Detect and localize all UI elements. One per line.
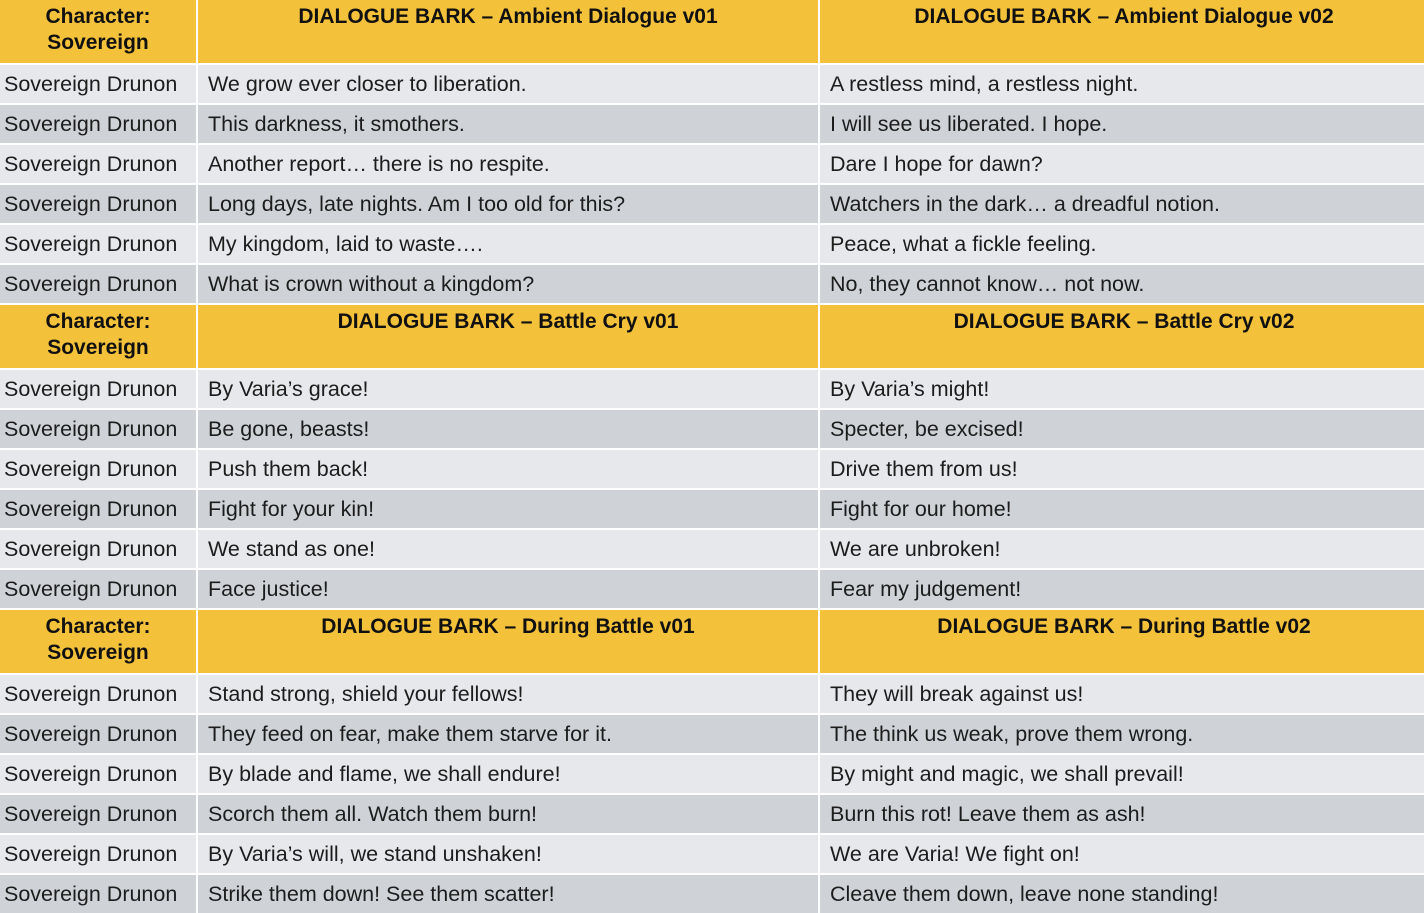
header-character (0, 0, 196, 63)
line-v01-cell: Push them back! (198, 450, 818, 488)
line-v01-cell: What is crown without a kingdom? (198, 265, 818, 303)
character-cell: Sovereign Drunon (0, 225, 196, 263)
character-cell: Sovereign Drunon (0, 265, 196, 303)
character-cell: Sovereign Drunon (0, 835, 196, 873)
line-v02-cell: The think us weak, prove them wrong. (820, 715, 1424, 753)
header-character-line2: Sovereign (47, 31, 149, 54)
line-v01-cell: We stand as one! (198, 530, 818, 568)
line-v02-cell: We are unbroken! (820, 530, 1424, 568)
header-character-line2: Sovereign (47, 336, 149, 359)
line-v02-cell: Specter, be excised! (820, 410, 1424, 448)
header-v02: DIALOGUE BARK – During Battle v02 (820, 610, 1424, 673)
character-cell: Sovereign Drunon (0, 675, 196, 713)
header-character (0, 610, 196, 673)
line-v02-cell: Dare I hope for dawn? (820, 145, 1424, 183)
character-cell: Sovereign Drunon (0, 530, 196, 568)
line-v02-cell: Burn this rot! Leave them as ash! (820, 795, 1424, 833)
character-cell: Sovereign Drunon (0, 795, 196, 833)
line-v01-cell: Be gone, beasts! (198, 410, 818, 448)
header-character (0, 305, 196, 368)
character-cell: Sovereign Drunon (0, 450, 196, 488)
character-cell: Sovereign Drunon (0, 370, 196, 408)
character-cell: Sovereign Drunon (0, 755, 196, 793)
line-v02-cell: By Varia’s might! (820, 370, 1424, 408)
line-v01-cell: By Varia’s grace! (198, 370, 818, 408)
line-v02-cell: No, they cannot know… not now. (820, 265, 1424, 303)
line-v02-cell: They will break against us! (820, 675, 1424, 713)
header-v01: DIALOGUE BARK – Ambient Dialogue v01 (198, 0, 818, 63)
line-v01-cell: My kingdom, laid to waste…. (198, 225, 818, 263)
line-v01-cell: Strike them down! See them scatter! (198, 875, 818, 913)
line-v02-cell: Watchers in the dark… a dreadful notion. (820, 185, 1424, 223)
line-v02-cell: Drive them from us! (820, 450, 1424, 488)
line-v01-cell: By blade and flame, we shall endure! (198, 755, 818, 793)
character-cell: Sovereign Drunon (0, 490, 196, 528)
line-v02-cell: A restless mind, a restless night. (820, 65, 1424, 103)
header-v01: DIALOGUE BARK – During Battle v01 (198, 610, 818, 673)
character-cell: Sovereign Drunon (0, 65, 196, 103)
line-v02-cell: Cleave them down, leave none standing! (820, 875, 1424, 913)
line-v02-cell: Fight for our home! (820, 490, 1424, 528)
character-cell: Sovereign Drunon (0, 145, 196, 183)
line-v01-cell: We grow ever closer to liberation. (198, 65, 818, 103)
character-cell: Sovereign Drunon (0, 570, 196, 608)
character-cell: Sovereign Drunon (0, 715, 196, 753)
header-character-line2: Sovereign (47, 641, 149, 664)
character-cell: Sovereign Drunon (0, 185, 196, 223)
header-character-line1: Character: (45, 310, 151, 333)
line-v02-cell: We are Varia! We fight on! (820, 835, 1424, 873)
character-cell: Sovereign Drunon (0, 875, 196, 913)
header-character-line1: Character: (45, 5, 151, 28)
line-v01-cell: Scorch them all. Watch them burn! (198, 795, 818, 833)
line-v01-cell: Another report… there is no respite. (198, 145, 818, 183)
line-v02-cell: Peace, what a fickle feeling. (820, 225, 1424, 263)
header-character-line1: Character: (45, 615, 151, 638)
line-v01-cell: Stand strong, shield your fellows! (198, 675, 818, 713)
line-v01-cell: This darkness, it smothers. (198, 105, 818, 143)
header-v02: DIALOGUE BARK – Battle Cry v02 (820, 305, 1424, 368)
header-v02: DIALOGUE BARK – Ambient Dialogue v02 (820, 0, 1424, 63)
line-v02-cell: By might and magic, we shall prevail! (820, 755, 1424, 793)
line-v01-cell: Face justice! (198, 570, 818, 608)
line-v01-cell: Fight for your kin! (198, 490, 818, 528)
line-v02-cell: I will see us liberated. I hope. (820, 105, 1424, 143)
line-v01-cell: Long days, late nights. Am I too old for this? (198, 185, 818, 223)
line-v01-cell: They feed on fear, make them starve for it. (198, 715, 818, 753)
character-cell: Sovereign Drunon (0, 105, 196, 143)
character-cell: Sovereign Drunon (0, 410, 196, 448)
header-v01: DIALOGUE BARK – Battle Cry v01 (198, 305, 818, 368)
line-v01-cell: By Varia’s will, we stand unshaken! (198, 835, 818, 873)
line-v02-cell: Fear my judgement! (820, 570, 1424, 608)
